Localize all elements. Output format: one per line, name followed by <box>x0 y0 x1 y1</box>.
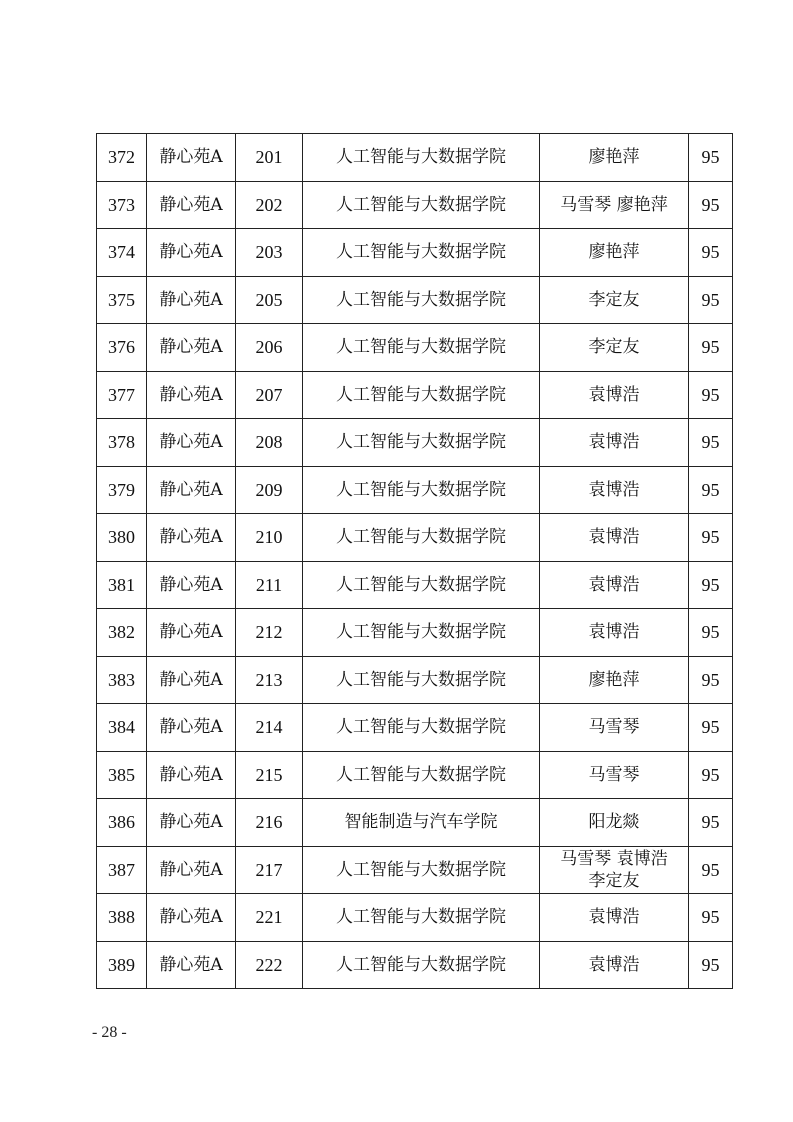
college-name: 人工智能与大数据学院 <box>303 751 540 799</box>
responsible-names: 袁博浩 <box>540 419 689 467</box>
score-value: 95 <box>689 181 733 229</box>
college-name: 人工智能与大数据学院 <box>303 419 540 467</box>
college-name: 人工智能与大数据学院 <box>303 514 540 562</box>
table-row <box>97 609 733 657</box>
row-number: 387 <box>97 846 147 894</box>
responsible-names: 袁博浩 <box>540 514 689 562</box>
score-value: 95 <box>689 514 733 562</box>
score-value: 95 <box>689 751 733 799</box>
building-name: 静心苑A <box>147 656 236 704</box>
table-row <box>97 656 733 704</box>
responsible-names: 袁博浩 <box>540 466 689 514</box>
dorm-inspection-table <box>96 133 733 989</box>
room-number: 222 <box>236 941 303 989</box>
table-row <box>97 419 733 467</box>
college-name: 人工智能与大数据学院 <box>303 324 540 372</box>
college-name: 人工智能与大数据学院 <box>303 466 540 514</box>
score-value: 95 <box>689 561 733 609</box>
room-number: 212 <box>236 609 303 657</box>
responsible-names: 廖艳萍 <box>540 229 689 277</box>
score-value: 95 <box>689 324 733 372</box>
responsible-names: 袁博浩 <box>540 561 689 609</box>
responsible-names: 李定友 <box>540 276 689 324</box>
table-row <box>97 324 733 372</box>
building-name: 静心苑A <box>147 324 236 372</box>
table-row <box>97 561 733 609</box>
responsible-names: 马雪琴 <box>540 704 689 752</box>
building-name: 静心苑A <box>147 704 236 752</box>
score-value: 95 <box>689 466 733 514</box>
room-number: 205 <box>236 276 303 324</box>
room-number: 203 <box>236 229 303 277</box>
table-row <box>97 181 733 229</box>
table-row <box>97 894 733 942</box>
room-number: 201 <box>236 134 303 182</box>
room-number: 207 <box>236 371 303 419</box>
table-row <box>97 134 733 182</box>
college-name: 人工智能与大数据学院 <box>303 894 540 942</box>
building-name: 静心苑A <box>147 561 236 609</box>
college-name: 人工智能与大数据学院 <box>303 181 540 229</box>
room-number: 213 <box>236 656 303 704</box>
college-name: 人工智能与大数据学院 <box>303 656 540 704</box>
college-name: 人工智能与大数据学院 <box>303 371 540 419</box>
score-value: 95 <box>689 609 733 657</box>
row-number: 382 <box>97 609 147 657</box>
responsible-names: 廖艳萍 <box>540 656 689 704</box>
table-row <box>97 751 733 799</box>
table-row <box>97 371 733 419</box>
building-name: 静心苑A <box>147 894 236 942</box>
row-number: 376 <box>97 324 147 372</box>
college-name: 人工智能与大数据学院 <box>303 561 540 609</box>
college-name: 智能制造与汽车学院 <box>303 799 540 847</box>
building-name: 静心苑A <box>147 941 236 989</box>
table-row <box>97 466 733 514</box>
room-number: 202 <box>236 181 303 229</box>
building-name: 静心苑A <box>147 371 236 419</box>
score-value: 95 <box>689 894 733 942</box>
room-number: 206 <box>236 324 303 372</box>
room-number: 211 <box>236 561 303 609</box>
building-name: 静心苑A <box>147 276 236 324</box>
room-number: 215 <box>236 751 303 799</box>
score-value: 95 <box>689 371 733 419</box>
row-number: 378 <box>97 419 147 467</box>
responsible-names: 袁博浩 <box>540 371 689 419</box>
building-name: 静心苑A <box>147 134 236 182</box>
building-name: 静心苑A <box>147 799 236 847</box>
row-number: 374 <box>97 229 147 277</box>
responsible-names: 马雪琴 袁博浩 李定友 <box>540 846 689 894</box>
score-value: 95 <box>689 941 733 989</box>
building-name: 静心苑A <box>147 514 236 562</box>
row-number: 389 <box>97 941 147 989</box>
responsible-names: 廖艳萍 <box>540 134 689 182</box>
college-name: 人工智能与大数据学院 <box>303 276 540 324</box>
row-number: 375 <box>97 276 147 324</box>
room-number: 221 <box>236 894 303 942</box>
college-name: 人工智能与大数据学院 <box>303 846 540 894</box>
table-row <box>97 229 733 277</box>
responsible-names: 马雪琴 廖艳萍 <box>540 181 689 229</box>
responsible-names: 袁博浩 <box>540 609 689 657</box>
room-number: 210 <box>236 514 303 562</box>
page-number: - 28 - <box>92 1024 127 1041</box>
row-number: 385 <box>97 751 147 799</box>
responsible-names: 阳龙燚 <box>540 799 689 847</box>
room-number: 209 <box>236 466 303 514</box>
score-value: 95 <box>689 846 733 894</box>
building-name: 静心苑A <box>147 229 236 277</box>
row-number: 372 <box>97 134 147 182</box>
score-value: 95 <box>689 229 733 277</box>
building-name: 静心苑A <box>147 466 236 514</box>
table-row <box>97 704 733 752</box>
responsible-names: 李定友 <box>540 324 689 372</box>
score-value: 95 <box>689 134 733 182</box>
building-name: 静心苑A <box>147 609 236 657</box>
building-name: 静心苑A <box>147 846 236 894</box>
college-name: 人工智能与大数据学院 <box>303 134 540 182</box>
table-row <box>97 846 733 894</box>
score-value: 95 <box>689 419 733 467</box>
room-number: 214 <box>236 704 303 752</box>
score-value: 95 <box>689 656 733 704</box>
row-number: 379 <box>97 466 147 514</box>
college-name: 人工智能与大数据学院 <box>303 229 540 277</box>
table-row <box>97 514 733 562</box>
responsible-names: 袁博浩 <box>540 894 689 942</box>
building-name: 静心苑A <box>147 419 236 467</box>
table-row <box>97 799 733 847</box>
row-number: 373 <box>97 181 147 229</box>
score-value: 95 <box>689 799 733 847</box>
building-name: 静心苑A <box>147 181 236 229</box>
score-value: 95 <box>689 276 733 324</box>
score-value: 95 <box>689 704 733 752</box>
college-name: 人工智能与大数据学院 <box>303 609 540 657</box>
room-number: 208 <box>236 419 303 467</box>
row-number: 381 <box>97 561 147 609</box>
row-number: 386 <box>97 799 147 847</box>
row-number: 384 <box>97 704 147 752</box>
row-number: 383 <box>97 656 147 704</box>
room-number: 216 <box>236 799 303 847</box>
responsible-names: 袁博浩 <box>540 941 689 989</box>
table-row <box>97 941 733 989</box>
table-row <box>97 276 733 324</box>
room-number: 217 <box>236 846 303 894</box>
row-number: 380 <box>97 514 147 562</box>
college-name: 人工智能与大数据学院 <box>303 941 540 989</box>
building-name: 静心苑A <box>147 751 236 799</box>
row-number: 388 <box>97 894 147 942</box>
responsible-names: 马雪琴 <box>540 751 689 799</box>
row-number: 377 <box>97 371 147 419</box>
college-name: 人工智能与大数据学院 <box>303 704 540 752</box>
